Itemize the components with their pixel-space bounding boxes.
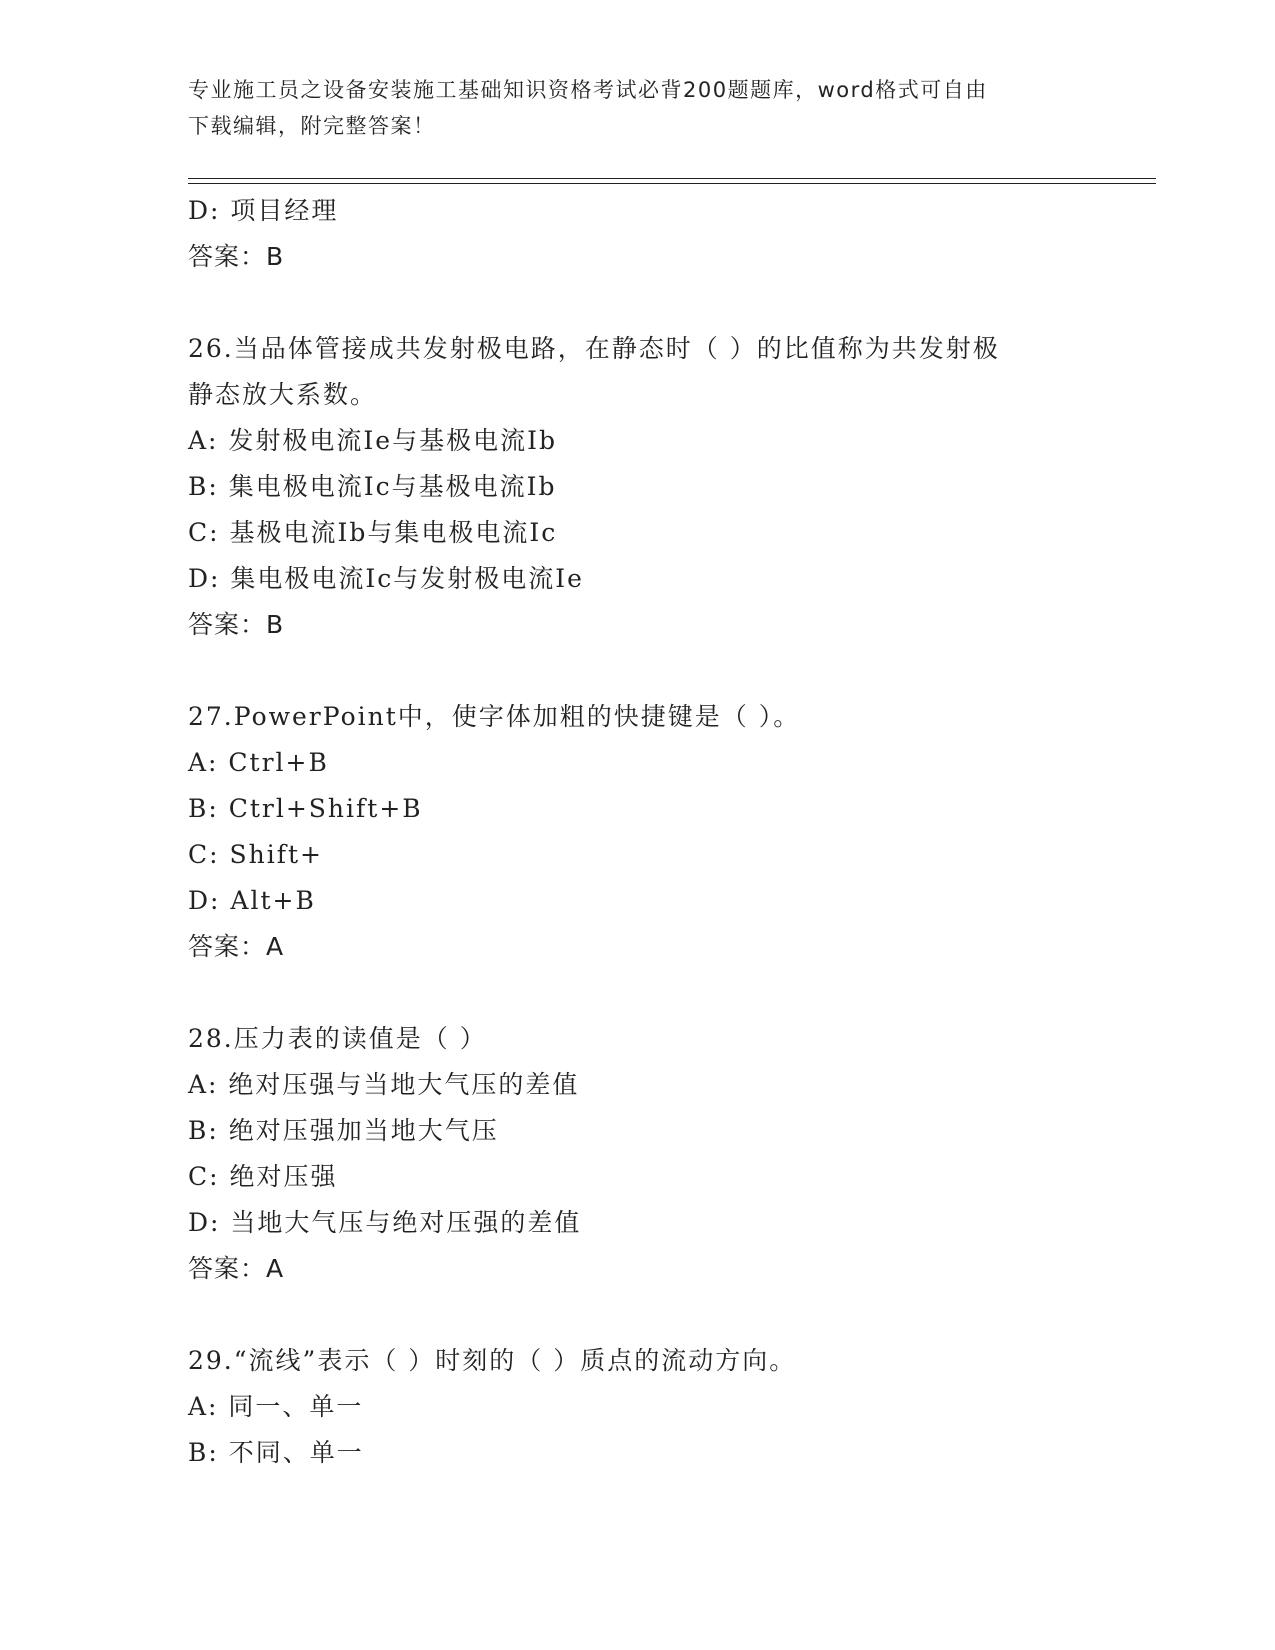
question-stem: 29.“流线”表示（ ）时刻的（ ）质点的流动方向。 [188, 1346, 797, 1375]
header-rule-top [188, 178, 1156, 179]
option-b: B: 绝对压强加当地大气压 [188, 1116, 499, 1145]
option-b: B: Ctrl+Shift+B [188, 794, 423, 823]
option-b: B: 不同、单一 [188, 1438, 364, 1467]
option-c: C: 绝对压强 [188, 1162, 338, 1191]
question-list [188, 188, 1088, 1476]
question-stem-continued: 静态放大系数。 [188, 380, 378, 409]
option-a: A: 绝对压强与当地大气压的差值 [188, 1070, 580, 1099]
spacer [188, 648, 1088, 694]
answer-line: 答案：A [188, 932, 285, 961]
option-a: A: 同一、单一 [188, 1392, 364, 1421]
option-d: D: 项目经理 [188, 196, 339, 225]
option-a: A: Ctrl+B [188, 748, 329, 777]
option-d: D: 当地大气压与绝对压强的差值 [188, 1208, 582, 1237]
question-stem: 27.PowerPoint中，使字体加粗的快捷键是（ ）。 [188, 702, 801, 731]
answer-line: 答案：B [188, 610, 285, 639]
document-header [188, 72, 1068, 144]
spacer [188, 970, 1088, 1016]
answer-line: 答案：B [188, 242, 285, 271]
question-stem: 28.压力表的读值是（ ） [188, 1024, 487, 1053]
option-c: C: 基极电流Ib与集电极电流Ic [188, 518, 558, 547]
option-a: A: 发射极电流Ie与基极电流Ib [188, 426, 557, 455]
option-c: C: Shift+ [188, 840, 323, 869]
header-line-2: 下载编辑，附完整答案！ [188, 114, 436, 138]
option-d: D: 集电极电流Ic与发射极电流Ie [188, 564, 584, 593]
answer-line: 答案：A [188, 1254, 285, 1283]
header-rule-bottom [188, 183, 1156, 184]
header-line-1: 专业施工员之设备安装施工基础知识资格考试必背200题题库，word格式可自由 [188, 78, 988, 102]
spacer [188, 280, 1088, 326]
spacer [188, 1292, 1088, 1338]
option-d: D: Alt+B [188, 886, 316, 915]
option-b: B: 集电极电流Ic与基极电流Ib [188, 472, 557, 501]
question-stem: 26.当品体管接成共发射极电路，在静态时（ ）的比值称为共发射极 [188, 334, 1000, 363]
